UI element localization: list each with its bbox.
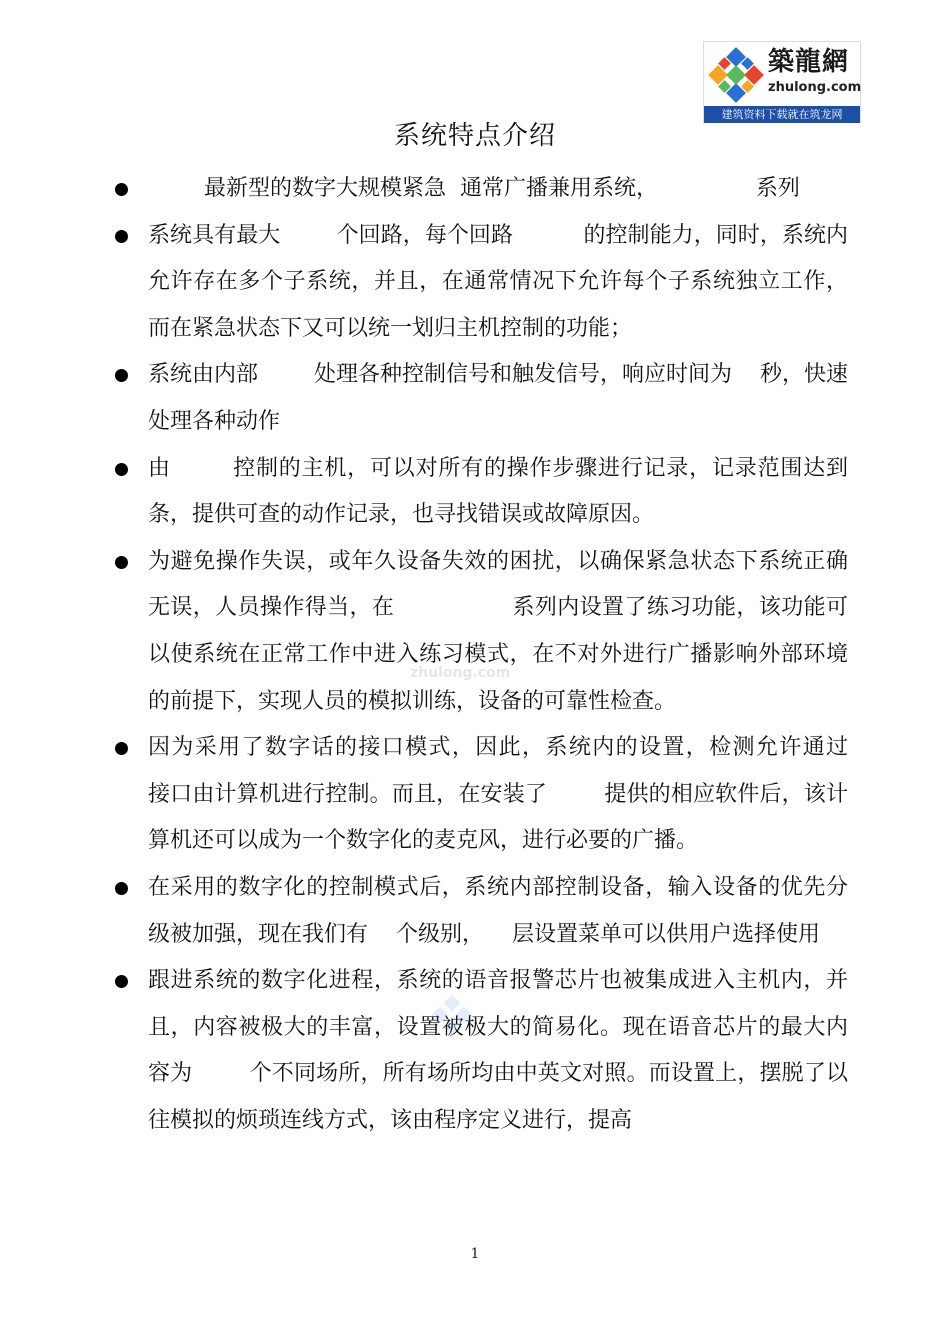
feature-text: 为避免操作失误，或年久设备失效的困扰，以确保紧急状态下系统正确无误，人员操作得当，在 系列内设置了练习功能，该功能可以使系统在正常工作中进入练习模式，在不对外进行广播影响外部环境的前提下，实现人员的模拟训练，设备的可靠性检查。 <box>148 548 848 714</box>
feature-item <box>148 352 848 445</box>
bullet-icon <box>115 183 128 196</box>
feature-text: 最新型的数字大规模紧急 通常广播兼用系统， 系列 <box>148 176 800 201</box>
watermark-logo-icon <box>432 995 472 1035</box>
feature-text: 因为采用了数字话的接口模式，因此，系统内的设置，检测允许通过 接口由计算机进行控制。而且，在安装了 提供的相应软件后，该计算机还可以成为一个数字化的麦克风，进行必要的广播。 <box>148 735 904 854</box>
feature-item <box>148 166 848 213</box>
watermark-text: zhulong.com <box>410 665 511 681</box>
bullet-icon <box>115 369 128 382</box>
feature-text: 由 控制的主机，可以对所有的操作步骤进行记录，记录范围达到 条，提供可查的动作记录，也寻找错误或故障原因。 <box>148 455 918 528</box>
feature-text: 系统具有最大 个回路，每个回路 的控制能力，同时，系统内允许存在多个子系统，并且，在通常情况下允许每个子系统独立工作，而在紧急状态下又可以统一划归主机控制的功能； <box>148 222 848 341</box>
feature-item <box>148 446 918 539</box>
feature-list <box>148 166 918 1144</box>
bullet-icon <box>115 882 128 895</box>
logo-brand-chinese: 築龍網 <box>768 47 850 77</box>
feature-item <box>148 865 848 958</box>
feature-item <box>148 539 848 725</box>
page-number: 1 <box>470 1246 480 1262</box>
feature-item <box>148 958 848 1144</box>
document-title: 系统特点介绍 <box>393 121 556 151</box>
zhulong-logo <box>703 41 861 123</box>
feature-item <box>148 213 848 353</box>
feature-text: 系统由内部 处理各种控制信号和触发信号，响应时间为 秒，快速处理各种动作 <box>148 362 848 434</box>
bullet-icon <box>115 463 128 476</box>
bullet-icon <box>115 556 128 569</box>
bullet-icon <box>115 230 128 243</box>
feature-item <box>148 725 904 865</box>
logo-slogan: 建筑资料下载就在筑龙网 <box>704 106 860 123</box>
feature-text: 跟进系统的数字化进程，系统的语音报警芯片也被集成进入主机内，并且，内容被极大的丰富，设置被极大的简易化。现在语音芯片的最大内容为 个不同场所，所有场所均由中英文对照。而设置上，摆脱了以往模拟的烦琐连线方式，该由程序定义进行，提高 <box>148 968 848 1133</box>
bullet-icon <box>115 742 128 755</box>
logo-brand-domain: zhulong.com <box>768 80 862 95</box>
feature-text: 在采用的数字化的控制模式后，系统内部控制设备，输入设备的优先分级被加强，现在我们有 个级别， 层设置菜单可以供用户选择使用 <box>148 874 848 947</box>
zhulong-logo-icon <box>707 46 765 104</box>
bullet-icon <box>115 975 128 988</box>
